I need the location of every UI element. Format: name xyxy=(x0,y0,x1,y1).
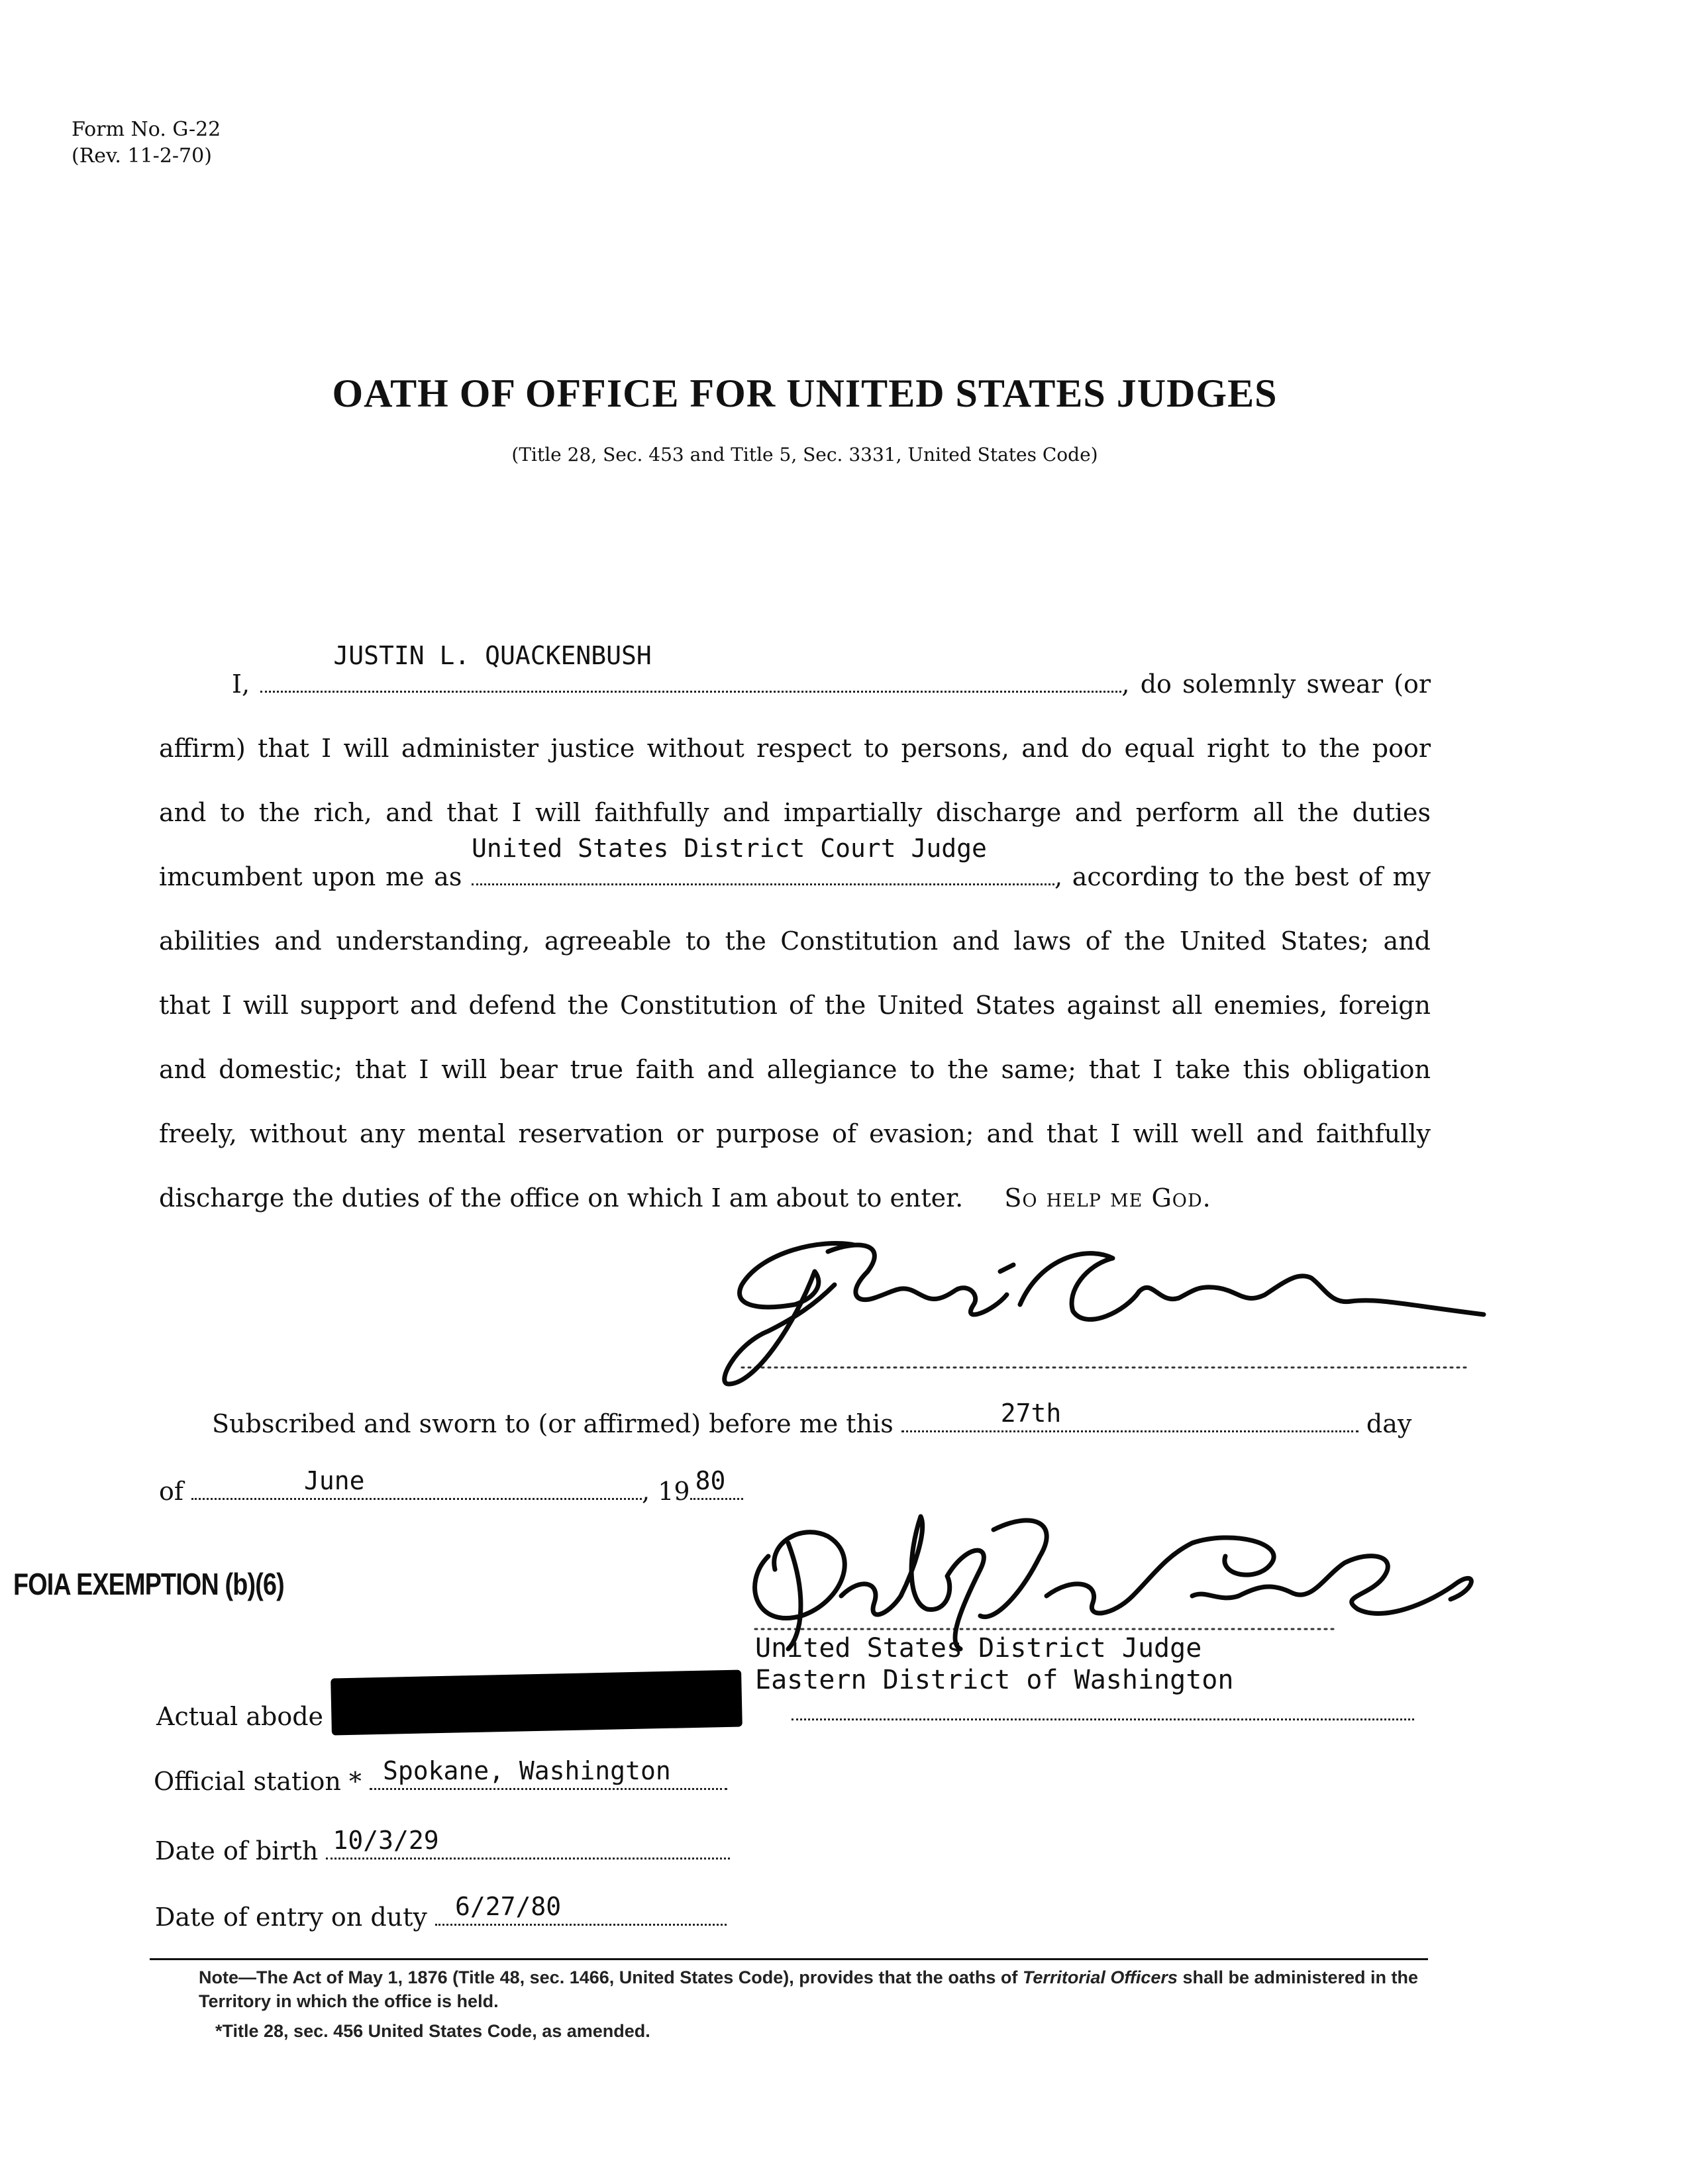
official-station-label: Official station * xyxy=(154,1767,362,1796)
page-title: OATH OF OFFICE FOR UNITED STATES JUDGES xyxy=(332,372,1278,415)
oath-line-9 xyxy=(159,1166,1431,1230)
officiant-title-line2: Eastern District of Washington xyxy=(755,1665,1234,1695)
officiant-title xyxy=(755,1632,1233,1696)
official-station-field xyxy=(370,1756,727,1790)
oath-line-5: abilities and understanding, agreeable to the Constitution and laws of the United States; and xyxy=(159,926,1431,956)
month-value: June xyxy=(304,1466,365,1495)
foia-exemption-mark: FOIA EXEMPTION (b)(6) xyxy=(13,1567,284,1601)
month-year-line xyxy=(159,1466,743,1506)
footnote-title28: *Title 28, sec. 456 United States Code, as amended. xyxy=(215,2021,650,2041)
oath-paragraph xyxy=(159,641,1431,1230)
date-of-birth-field xyxy=(326,1826,730,1860)
abode-redaction xyxy=(331,1670,742,1736)
date-of-entry-label: Date of entry on duty xyxy=(155,1903,427,1932)
oath-line9-text: discharge the duties of the office on which I am about to enter. xyxy=(159,1183,964,1213)
oath-i-prefix: I, xyxy=(232,670,250,699)
sworn-line xyxy=(212,1399,1431,1438)
oath-line-2: affirm) that I will administer justice without respect to persons, and do equal right to the poor xyxy=(159,734,1431,763)
form-number: Form No. G-22 xyxy=(72,118,221,141)
oath-line-7: and domestic; that I will bear true faith and allegiance to the same; that I take this obligation xyxy=(159,1055,1431,1084)
form-revision: (Rev. 11-2-70) xyxy=(72,144,212,168)
oath-line-1 xyxy=(159,641,1431,717)
date-of-birth-row xyxy=(155,1826,730,1865)
day-field xyxy=(901,1399,1358,1432)
judge-signature xyxy=(715,1232,1510,1404)
date-of-birth-value: 10/3/29 xyxy=(333,1826,439,1855)
oath-line4-prefix: imcumbent upon me as xyxy=(159,862,462,891)
month-field xyxy=(191,1466,642,1500)
oath-line-6: that I will support and defend the Constitution of the United States against all enemies, foreign xyxy=(159,991,1431,1020)
of-label: of xyxy=(159,1477,183,1506)
abode-label: Actual abode xyxy=(156,1702,324,1731)
note-text-b: shall be administered in the Territory in which the office is held. xyxy=(199,1967,1419,2011)
year-prefix: , 19 xyxy=(642,1477,690,1506)
name-value: JUSTIN L. QUACKENBUSH xyxy=(333,641,652,670)
oath-line-8: freely, without any mental reservation or purpose of evasion; and that I will well and faithfully xyxy=(159,1119,1431,1148)
year-value: 80 xyxy=(695,1466,726,1495)
oath-line-4 xyxy=(159,834,1431,909)
sworn-prefix: Subscribed and sworn to (or affirmed) before me this xyxy=(212,1409,894,1438)
date-of-entry-row xyxy=(155,1892,727,1932)
date-of-entry-field xyxy=(435,1892,727,1926)
position-field xyxy=(472,834,1054,885)
oath-line-3: and to the rich, and that I will faithfully and impartially discharge and perform all the duties xyxy=(159,798,1431,827)
oath-line4-suffix: , according to the best of my xyxy=(1054,862,1431,891)
name-field xyxy=(260,641,1121,693)
official-station-row xyxy=(154,1756,727,1796)
official-station-value: Spokane, Washington xyxy=(383,1756,671,1785)
page-subtitle: (Title 28, Sec. 453 and Title 5, Sec. 3331, United States Code) xyxy=(511,444,1098,466)
note-paragraph xyxy=(199,1965,1431,2013)
note-text-a: Note—The Act of May 1, 1876 (Title 48, sec. 1466, United States Code), provides that the oaths of xyxy=(199,1967,1018,1987)
note-divider xyxy=(150,1958,1428,1960)
officiant-title-line1: United States District Judge xyxy=(755,1633,1202,1663)
abode-dotted-line xyxy=(792,1718,1414,1720)
day-suffix: day xyxy=(1366,1409,1412,1438)
year-field xyxy=(690,1466,743,1500)
date-of-birth-label: Date of birth xyxy=(155,1836,319,1865)
day-value: 27th xyxy=(1000,1399,1062,1428)
oath-line1-suffix: , do solemnly swear (or xyxy=(1121,670,1431,699)
note-text-emphasis: Territorial Officers xyxy=(1022,1967,1178,1987)
position-value: United States District Court Judge xyxy=(472,834,987,863)
oath-closing: So help me God. xyxy=(1004,1183,1211,1213)
form-number-block xyxy=(72,117,221,170)
judge-signature-graphic xyxy=(715,1232,1510,1404)
date-of-entry-value: 6/27/80 xyxy=(455,1892,562,1921)
